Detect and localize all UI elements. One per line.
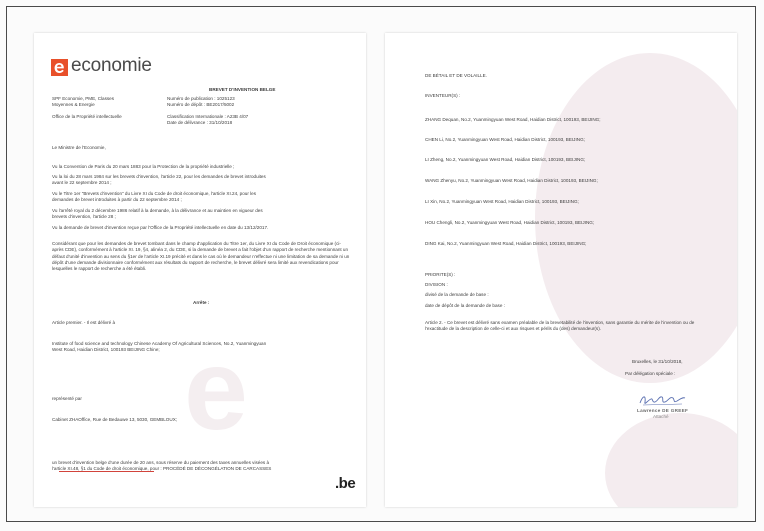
- grant-date: Date de délivrance : 31/10/2018: [167, 120, 233, 125]
- division-label: DIVISION :: [425, 282, 448, 287]
- office-name: Office de la Propriété intellectuelle: [52, 114, 122, 119]
- document-title: BREVET D'INVENTION BELGE: [209, 87, 276, 92]
- vu-line: Vu l'arrêté royal du 2 décembre 1986 relatif à la demande, à la délivrance et au maintien en vigueur des: [52, 208, 263, 213]
- vu-line: avant le 22 septembre 2014 ;: [52, 180, 112, 185]
- economie-logo-icon: [51, 59, 68, 76]
- institute-line: Institute of food science and technology Chinese Academy Of Agricultural Sciences, No.2, Yuanmingyuan: [52, 341, 267, 346]
- vu-line: demandes de brevet introduites à partir du 22 septembre 2014 ;: [52, 197, 182, 202]
- watermark-shape: [535, 53, 737, 383]
- inventor-line: LI Xin, No.2, Yuanmingyuan West Road, Haidian District, 100193, BEIJING;: [425, 199, 579, 204]
- watermark: e: [184, 326, 248, 454]
- document-page-2: [385, 33, 737, 507]
- filing-number: Numéro de dépôt : BE2017/5002: [167, 102, 235, 107]
- document-page-1: [34, 33, 366, 507]
- economie-logo: economie: [71, 55, 152, 76]
- inventor-line: DING Kai, No.2, Yuanmingyuan West Road, Haidian District, 100193, BEIJING;: [425, 241, 587, 246]
- continued-title: DE BÉTAIL ET DE VOLAILLE.: [425, 73, 487, 78]
- article-premier: Article premier. - Il est délivré à: [52, 320, 116, 325]
- footer-line: l'article XI.48, §1 du Code de droit économique, pour : PROCÉDÉ DE DÉCONGÉLATION DE CARCASSES: [52, 466, 272, 471]
- inventor-line: HOU Chengli, No.2, Yuanmingyuan West Road, Haidian District, 100193, BEIJING;: [425, 220, 595, 225]
- watermark-shape: [605, 413, 737, 507]
- signer-name: Lawrence DE GREEF: [637, 408, 689, 413]
- institute-line: West Road, Haidian District, 100193 BEIJING Chine;: [52, 347, 160, 352]
- inventor-line: ZHANG Dequan, No.2, Yuanmingyuan West Road, Haidian District, 100193, BEIJING;: [425, 117, 601, 122]
- divise-line: divisé de la demande de base :: [425, 292, 489, 297]
- publication-number: Numéro de publication : 1025123: [167, 96, 235, 101]
- priority-label: PRIORITE(S) :: [425, 272, 456, 277]
- inventor-line: CHEN Li, No.2, Yuanmingyuan West Road, Haidian District, 100193, BEIJING;: [425, 137, 585, 142]
- place-date: Bruxelles, le 31/10/2018,: [632, 359, 683, 364]
- inventor-line: WANG Zhenyu, No.2, Yuanmingyuan West Road, Haidian District, 100193, BEIJING;: [425, 178, 598, 183]
- cabinet-line: Cabinet ZHAOffice, Rue de Bedauwe 13, 5030, GEMBLOUX;: [52, 417, 178, 422]
- vu-line: Vu le Titre 1er "Brevets d'invention" du Livre XI du Code de droit économique, l'article XI.24, pour les: [52, 191, 257, 196]
- vu-line: Vu la demande de brevet d'invention reçue par l'Office de la Propriété intellectuelle en date du 13/12/2017.: [52, 225, 269, 230]
- classification: Classification Internationale : A23B 4/07: [167, 114, 249, 119]
- signer-title: Attaché: [653, 414, 669, 419]
- arrete-heading: Arrête :: [193, 300, 210, 305]
- vu-line: Vu la loi du 28 mars 1984 sur les brevets d'invention, l'article 22, pour les demandes de brevet introduites: [52, 174, 266, 179]
- signature: [637, 391, 687, 409]
- vu-line: brevets d'invention, l'article 28 ;: [52, 214, 116, 219]
- red-underline: [59, 471, 154, 472]
- org-line: Moyennes & Energie: [52, 102, 95, 107]
- minister-line: Le Ministre de l'Economie,: [52, 145, 106, 150]
- article-2-paragraph: Article 2. - Ce brevet est délivré sans examen préalable de la brevetabilité de l'invention, sans garantie du mérite de l'invention ou de l'exactitude de la description de celle-ci et aux risques et périls du (des) demandeur(s).: [425, 320, 695, 332]
- considerant-paragraph: Considérant que pour les demandes de brevet tombant dans le champ d'application du Titre 1er, du Livre XI du Code de Droit économique (ci-après CDE), conformément à l'article XI. 19, §4, alinéa 2, du CDE, si la demande de brevet a fait l'objet d'un rapport de recherche mentionnant un défaut d'unité d'invention au sens du §1er de l'article XI.19 précité et dans le cas où le demandeur n'effectue ni une limitation de sa demande ni un dépôt d'une demande divisionnaire conformément aux résultats du rapport de recherche, le brevet délivré sera limité aux revendications pour lesquelles le rapport de recherche a été établi.: [52, 241, 350, 272]
- represented-by: représenté par: [52, 396, 82, 401]
- org-line: SPF Economie, PME, Classes: [52, 96, 115, 101]
- vu-line: Vu la Convention de Paris du 20 mars 1883 pour la Protection de la propriété industrielle ;: [52, 164, 235, 169]
- be-logo: .be: [335, 475, 356, 492]
- document-viewer-frame: [6, 6, 756, 522]
- delegation-line: Par délégation spéciale :: [625, 371, 676, 376]
- inventors-label: INVENTEUR(S) :: [425, 93, 461, 98]
- footer-line: un brevet d'invention belge d'une durée de 20 ans, sous réserve du paiement des taxes annuelles visées à: [52, 460, 270, 465]
- date-depot-line: date de dépôt de la demande de base :: [425, 303, 505, 308]
- inventor-line: LI Zheng, No.2, Yuanmingyuan West Road, Haidian District, 100193, BEIJING;: [425, 157, 586, 162]
